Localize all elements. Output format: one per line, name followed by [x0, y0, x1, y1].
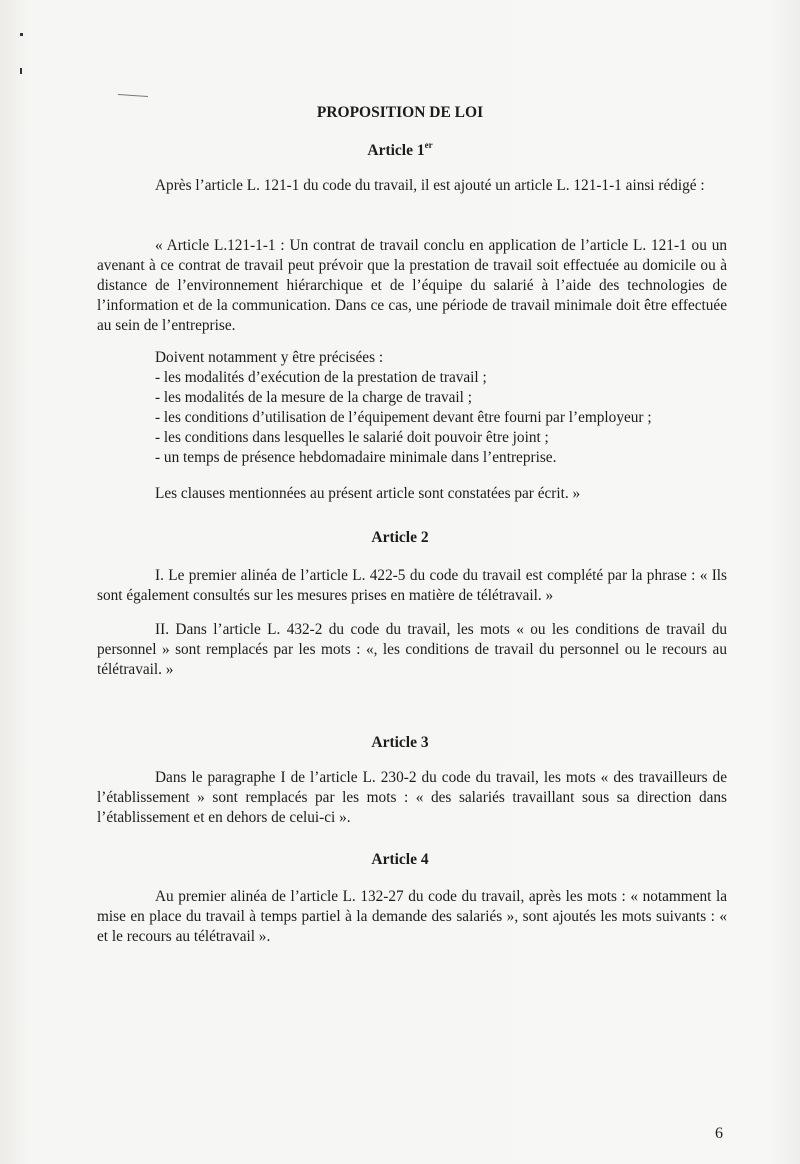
- article-1-paragraph-2: « Article L.121-1-1 : Un contrat de travail conclu en application de l’article L. 121-1 ou un avenant à ce contrat de travail peut prévoir que la prestation de travail soit effectuée au domicile ou à distance de l’environnement hiérarchique et de l’équipe du salarié à l’aide des technologies de l’information et de la communication. Dans ce cas, une période de travail minimale doit être effectuée au sein de l’entreprise.: [97, 237, 727, 334]
- scan-mark: [118, 94, 148, 97]
- article-2-paragraph-1: I. Le premier alinéa de l’article L. 422-5 du code du travail est complété par la phrase : « Ils sont également consultés sur les mesures prises en matière de télétravail. »: [97, 567, 727, 604]
- article-1-heading-sup: er: [424, 140, 433, 150]
- article-3-heading: Article 3: [371, 734, 429, 751]
- article-1-list: [155, 348, 735, 468]
- article-1-heading: [0, 140, 800, 160]
- page-number: 6: [715, 1125, 723, 1142]
- list-item: - un temps de présence hebdomadaire minimale dans l’entreprise.: [155, 449, 557, 466]
- article-4-paragraph-1: Au premier alinéa de l’article L. 132-27 du code du travail, après les mots : « notamment la mise en place du travail à temps partiel à la demande des salariés », sont ajoutés les mots suivants : « et le recours au télétravail ».: [97, 888, 727, 945]
- article-1-paragraph-1: Après l’article L. 121-1 du code du travail, il est ajouté un article L. 121-1-1 ainsi rédigé :: [155, 177, 705, 194]
- list-item: - les modalités de la mesure de la charge de travail ;: [155, 389, 472, 406]
- article-4-heading: Article 4: [371, 851, 429, 868]
- article-2-heading: Article 2: [371, 529, 429, 546]
- scan-mark: [20, 33, 23, 36]
- list-intro: Doivent notamment y être précisées :: [155, 349, 384, 366]
- article-3-paragraph-1: Dans le paragraphe I de l’article L. 230-2 du code du travail, les mots « des travailleurs de l’établissement » sont remplacés par les mots : « des salariés travaillant sous sa direction dans l’établissement et en dehors de celui-ci ».: [97, 769, 727, 826]
- article-1-heading-text: Article 1: [367, 142, 425, 159]
- list-item: - les conditions d’utilisation de l’équipement devant être fourni par l’employeur ;: [155, 409, 652, 426]
- article-1-closing: Les clauses mentionnées au présent article sont constatées par écrit. »: [155, 485, 581, 502]
- scan-mark: [20, 68, 22, 74]
- list-item: - les conditions dans lesquelles le salarié doit pouvoir être joint ;: [155, 429, 549, 446]
- article-2-paragraph-2: II. Dans l’article L. 432-2 du code du travail, les mots « ou les conditions de travail du personnel » sont remplacés par les mots : «, les conditions de travail du personnel ou le recours au télétravail. »: [97, 621, 727, 678]
- document-title: PROPOSITION DE LOI: [316, 104, 484, 121]
- list-item: - les modalités d’exécution de la prestation de travail ;: [155, 369, 487, 386]
